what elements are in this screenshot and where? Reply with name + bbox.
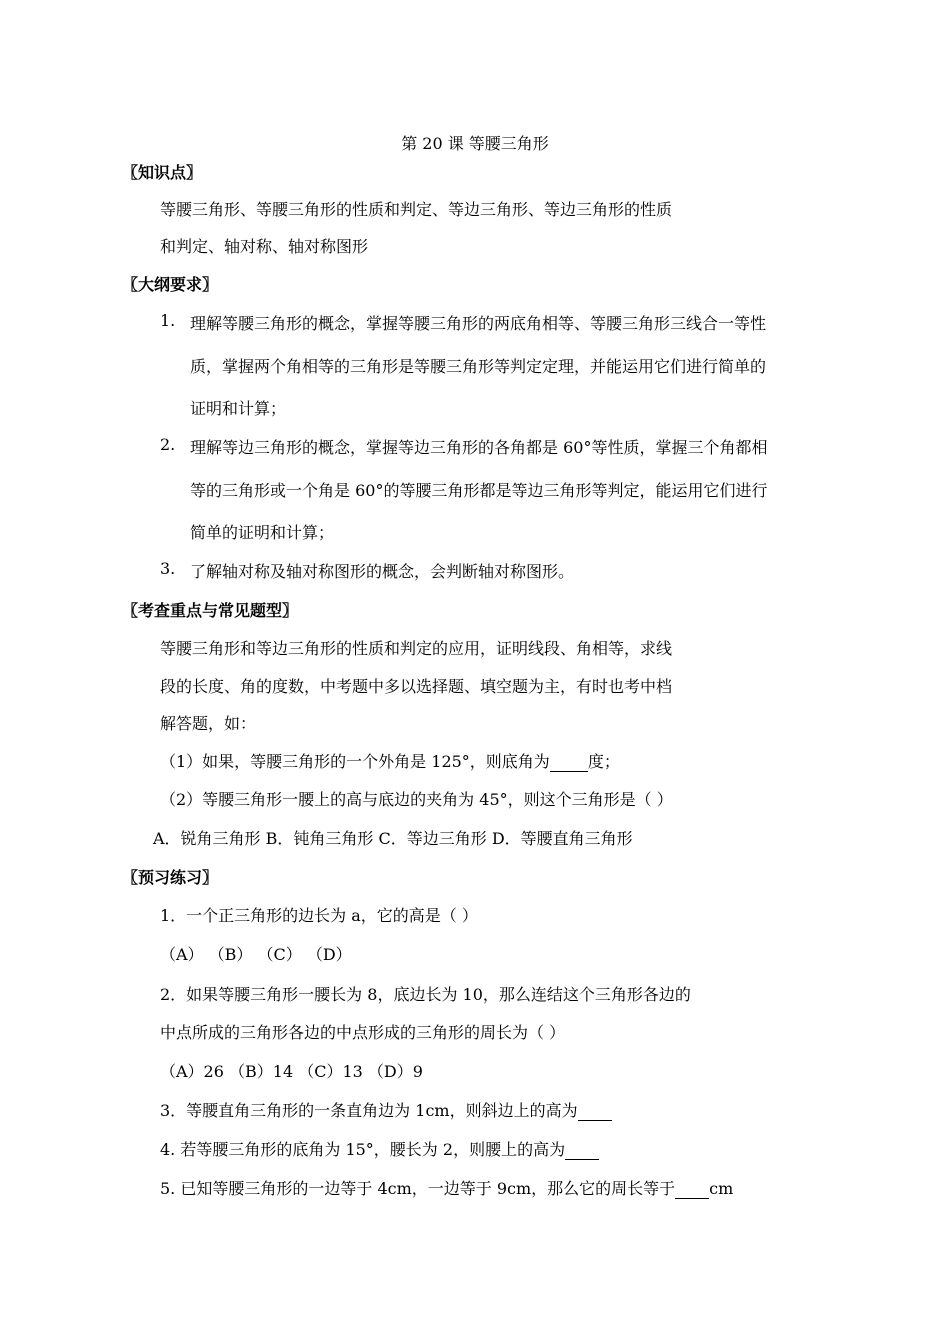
syllabus-heading: 〖大纲要求〗 (122, 275, 219, 294)
exam-question-1-text: （1）如果，等腰三角形的一个外角是 125°，则底角为 (160, 752, 550, 771)
page-title: 第 20 课 等腰三角形 (401, 134, 549, 153)
answer-blank (565, 1140, 599, 1160)
exam-line: 等腰三角形和等边三角形的性质和判定的应用，证明线段、角相等，求线 (160, 639, 673, 658)
syllabus-item-line: 简单的证明和计算； (190, 523, 335, 542)
knowledge-line: 等腰三角形、等腰三角形的性质和判定、等边三角形、等边三角形的性质 (160, 200, 673, 219)
syllabus-item-line: 等的三角形或一个角是 60°的等腰三角形都是等边三角形等判定，能运用它们进行 (190, 481, 768, 500)
preview-question-2: 2．如果等腰三角形一腰长为 8，底边长为 10，那么连结这个三角形各边的 (160, 985, 691, 1004)
syllabus-item-line: 理解等腰三角形的概念，掌握等腰三角形的两底角相等、等腰三角形三线合一等性 (190, 314, 767, 333)
exam-question-1 (160, 749, 620, 772)
preview-heading: 〖预习练习〗 (122, 868, 219, 887)
answer-blank (578, 1101, 612, 1121)
exam-question-2: （2）等腰三角形一腰上的高与底边的夹角为 45°，则这个三角形是（ ） (160, 790, 673, 809)
answer-blank (550, 752, 588, 772)
preview-question-1-options: （A） （B） （C） （D） (160, 945, 352, 964)
exam-question-1-unit: 度； (587, 752, 620, 771)
exam-line: 段的长度、角的度数，中考题中多以选择题、填空题为主，有时也考中档 (160, 677, 673, 696)
syllabus-item-line: 质，掌握两个角相等的三角形是等腰三角形等判定定理，并能运用它们进行简单的 (190, 357, 767, 376)
syllabus-item-line: 证明和计算； (190, 399, 287, 418)
preview-question-2-options: （A）26 （B）14 （C）13 （D）9 (160, 1062, 423, 1081)
preview-question-5 (160, 1176, 733, 1199)
syllabus-item-number: 2. (160, 435, 176, 454)
preview-question-5-unit: cm (709, 1179, 734, 1198)
exam-line: 解答题，如： (160, 714, 257, 733)
preview-question-4-text: 4. 若等腰三角形的底角为 15°，腰长为 2，则腰上的高为 (160, 1140, 566, 1159)
syllabus-item-number: 1. (160, 311, 176, 330)
exam-question-2-options: A．锐角三角形 B．钝角三角形 C．等边三角形 D．等腰直角三角形 (153, 829, 633, 848)
preview-question-5-text: 5. 已知等腰三角形的一边等于 4cm，一边等于 9cm，那么它的周长等于 (160, 1179, 676, 1198)
preview-question-4 (160, 1137, 599, 1160)
knowledge-line: 和判定、轴对称、轴对称图形 (160, 237, 369, 256)
syllabus-item-line: 了解轴对称及轴对称图形的概念，会判断轴对称图形。 (190, 562, 575, 581)
answer-blank (675, 1179, 709, 1199)
knowledge-heading: 〖知识点〗 (122, 163, 203, 182)
syllabus-item-number: 3. (160, 559, 176, 578)
preview-question-3 (160, 1098, 612, 1121)
preview-question-2-cont: 中点所成的三角形各边的中点形成的三角形的周长为（ ） (160, 1023, 566, 1042)
syllabus-item-line: 理解等边三角形的概念，掌握等边三角形的各角都是 60°等性质，掌握三个角都相 (190, 438, 768, 457)
preview-question-1: 1．一个正三角形的边长为 a，它的高是（ ） (160, 906, 478, 925)
preview-question-3-text: 3．等腰直角三角形的一条直角边为 1cm，则斜边上的高为 (160, 1101, 578, 1120)
exam-heading: 〖考查重点与常见题型〗 (122, 601, 299, 620)
